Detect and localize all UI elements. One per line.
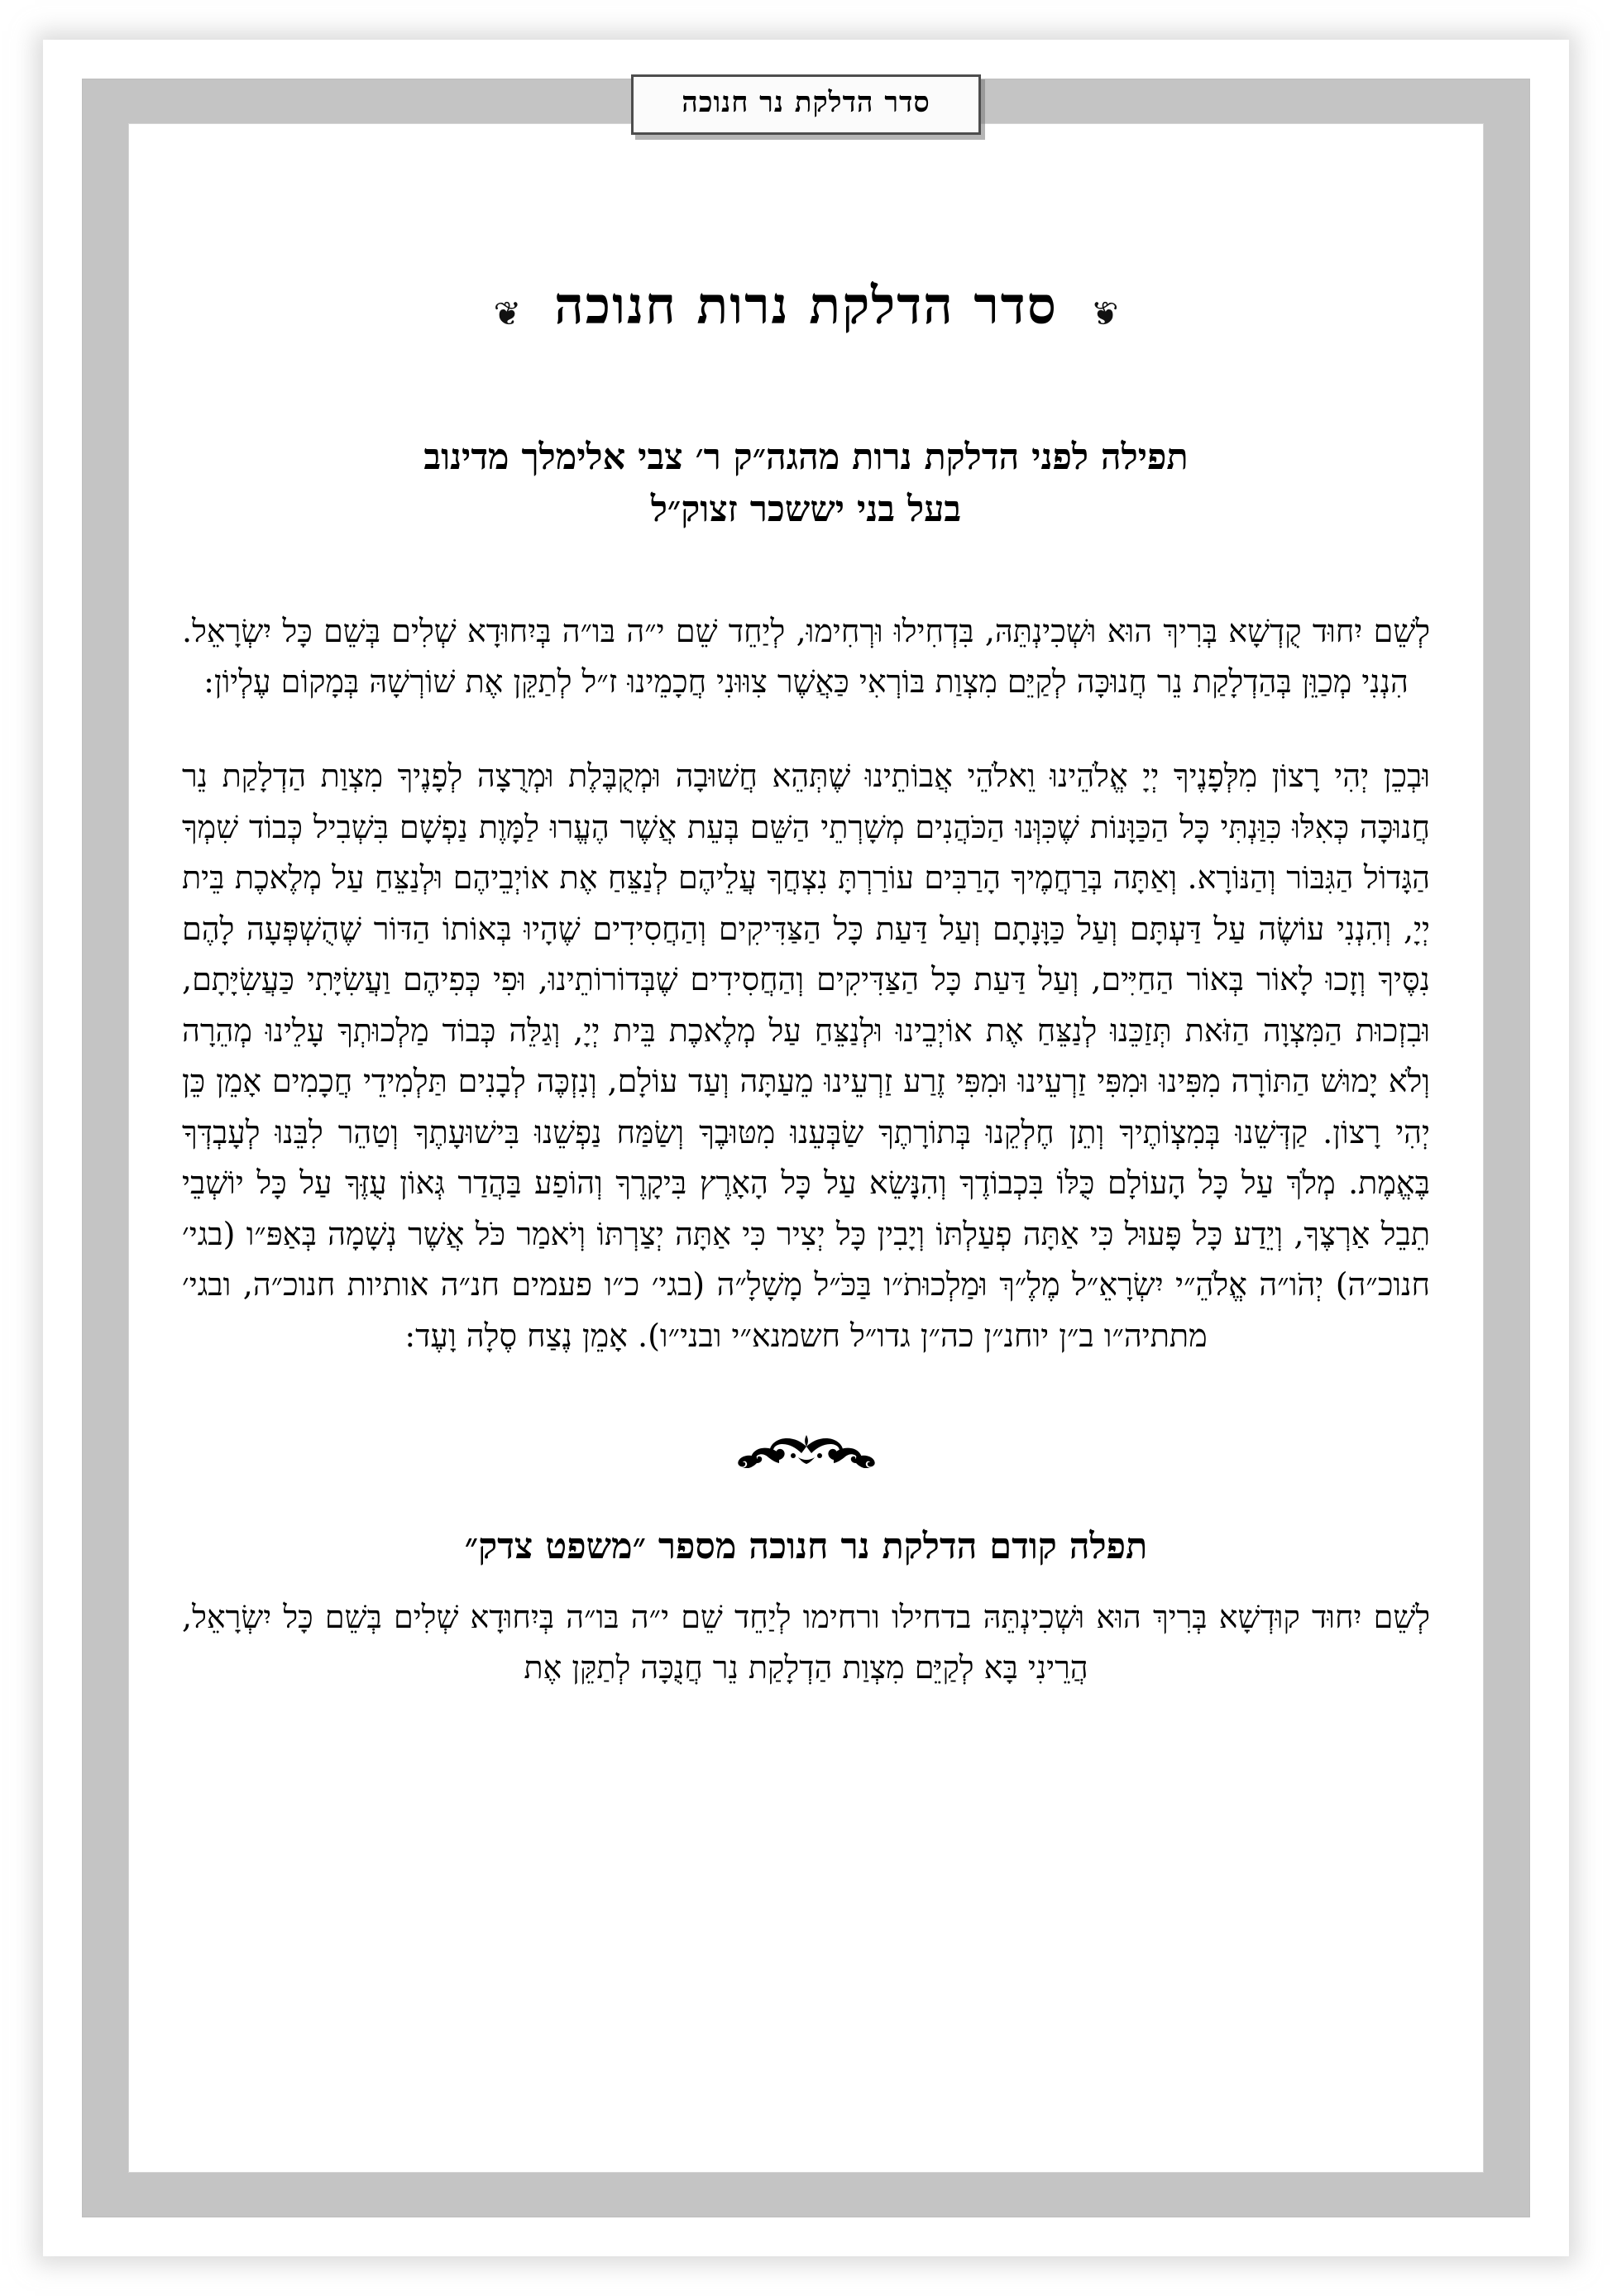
running-head-box: סדר הדלקת נר חנוכה	[631, 74, 980, 135]
content-sheet	[129, 86, 1483, 2172]
main-title-row	[129, 275, 1483, 336]
prayer-paragraph-2: וּבְכֵן יְהִי רָצוֹן מִלְּפָנֶיךָ יְיָ אֱלֹהֵינוּ וֵאלֹהֵי אֲבוֹתֵינוּ שֶׁתְּהֵא חֲשׁוּבָה וּמְקֻבֶּלֶת וּמְרֻצָה לְפָנֶיךָ מִצְוַת הַדְלָקַת נֵר חֲנוּכָּה כְּאִלּוּ כִּוַּנְתִּי כָּל הַכַּוָּנוֹת שֶׁכִּוְּנוּ הַכֹּהֲנִים מְשָׁרְתֵי הַשֵּׁם בְּעֵת אֲשֶׁר הֶעֱרוּ לַמָּוֶת נַפְשָׁם בִּשְׁבִיל כְּבוֹד שִׁמְךָ הַגָּדוֹל הַגִּבּוֹר וְהַנּוֹרָא. וְאַתָּה בְּרַחֲמֶיךָ הָרַבִּים עוֹרַרְתָּ נִצְחֲךָ עֲלֵיהֶם לְנַצֵּחַ אֶת אוֹיְבֵיהֶם וּלְנַצֵּחַ עַל מְלֶאכֶת בֵּית יְיָ, וְהִנְנִי עוֹשֶׂה עַל דַּעְתָּם וְעַל כַּוָּנָתָם וְעַל דַּעַת כָּל הַצַּדִּיקִים וְהַחֲסִידִים שֶׁהָיוּ בְּאוֹתוֹ הַדּוֹר שֶׁהֻשְׁפְּעָה לָהֶם נִסֶּיךָ וְזָכוּ לָאוֹר בְּאוֹר הַחַיִּים, וְעַל דַּעַת כָּל הַצַּדִּיקִים וְהַחֲסִידִים שֶׁבְּדוֹרוֹתֵינוּ, וּפִי כְּפִיהֶם וַעֲשִׂיָּתִי כַּעֲשִׂיָּתָם, וּבִזְכוּת הַמִּצְוָה הַזֹּאת תְּזַכֵּנוּ לְנַצֵּחַ אֶת אוֹיְבֵינוּ וּלְנַצֵּחַ עַל מְלֶאכֶת בֵּית יְיָ, וְגַלֵּה כְּבוֹד מַלְכוּתְךָ עָלֵינוּ מְהֵרָה וְלֹא יָמוּשׁ הַתּוֹרָה מִפִּינוּ וּמִפִּי זַרְעֵינוּ וּמִפִּי זֶרַע זַרְעֵינוּ מֵעַתָּה וְעַד עוֹלָם, וְנִזְכֶּה לְבָנִים תַּלְמִידֵי חֲכָמִים אָמֵן כֵּן יְהִי רָצוֹן. קַדְּשֵׁנוּ בְּמִצְוֹתֶיךָ וְתֵן חֶלְקֵנוּ בְּתוֹרָתֶךָ שַׂבְּעֵנוּ מִטּוּבֶךָ וְשַׂמַּח נַפְשֵׁנוּ בִּישׁוּעָתֶךָ וְטַהֵר לִבֵּנוּ לְעָבְדְּךָ בֶּאֱמֶת. מְלֹךְ עַל כָּל הָעוֹלָם כֻּלּוֹ בִּכְבוֹדֶךָ וְהִנָּשֵׂא עַל כָּל הָאָרֶץ בִּיקָרֶךָ וְהוֹפַע בַּהֲדַר גְּאוֹן עֻזֶּךָ עַל כָּל יוֹשְׁבֵי תֵבֵל אַרְצֶךָ, וְיֵדַע כָּל פָּעוּל כִּי אַתָּה פְעַלְתּוֹ וְיָבִין כָּל יְצִיר כִּי אַתָּה יְצַרְתּוֹ וְיֹאמַר כֹּל אֲשֶׁר נְשָׁמָה בְּאַפּ״ו (בגי׳ חנוכ״ה) יְהֹו״ה אֱלֹהֵ״י יִשְׂרָאֵ״ל מֶלֶ״ךְ וּמַלְכוּתֹ״ו בַּכֹּ״ל מָשָׁלָ״ה (בגי׳ כ״ו פעמים חנ״ה אותיות חנוכ״ה, ובגי׳ מתתיה״ו ב״ן יוחנ״ן כה״ן גדו״ל חשמנא״י ובני״ו). אָמֵן נֶצַח סֶלָה וָעֶד:	[182, 757, 1430, 1354]
ornament-flourish-right-icon: ❦	[493, 295, 522, 334]
subtitle-line-2: בעל בני יששכר זצוק״ל	[650, 488, 962, 530]
subtitle-block	[129, 432, 1483, 535]
ornament-flourish-left-icon: ❦	[1090, 295, 1119, 334]
ornament-divider-flourish-icon	[707, 1430, 906, 1468]
running-head-container	[129, 74, 1483, 135]
ornament-divider-container	[129, 1420, 1483, 1478]
section-heading-2: תפלה קודם הדלקת נר חנוכה מספר ״משפט צדק״	[464, 1525, 1148, 1567]
prayer-paragraph-3: לְשֵׁם יִחוּד קוּדְשָׁא בְּרִיךְ הוּא וּשְׁכִינְתֵּהּ בדחילו ורחימו לְיַחֵד שֵׁם י״ה בּו״ה בְּיִחוּדָא שְׁלִים בְּשֵׁם כָּל יִשְׂרָאֵל, הֲרֵינִי בָּא לְקַיֵּם מִצְוַת הַדְלָקַת נֵר חֲנֻכָּה לְתַקֵּן אֶת	[182, 1598, 1430, 1686]
page-title: סדר הדלקת נרות חנוכה	[554, 275, 1058, 336]
prayer-paragraph-1: לְשֵׁם יִחוּד קֻדְשָׁא בְּרִיךְ הוּא וּשְׁכִינְתֵּהּ, בִּדְחִילוּ וּרְחִימוּ, לְיַחֵד שֵׁם י״ה בּו״ה בְּיִחוּדָא שְׁלִים בְּשֵׁם כָּל יִשְׂרָאֵל. הִנְנִי מְכַוֵּן בְּהַדְלָקַת נֵר חֲנוּכָּה לְקַיֵּם מִצְוַת בּוֹרְאִי כַּאֲשֶׁר צִוּוּנִי חֲכָמֵינוּ ז״ל לְתַקֵּן אֶת שׁוֹרְשָׁהּ בְּמָקוֹם עֶלְיוֹן:	[182, 612, 1430, 701]
subtitle-line-1: תפילה לפני הדלקת נרות מהגה״ק ר׳ צבי אלימלך מדינוב	[423, 437, 1189, 479]
